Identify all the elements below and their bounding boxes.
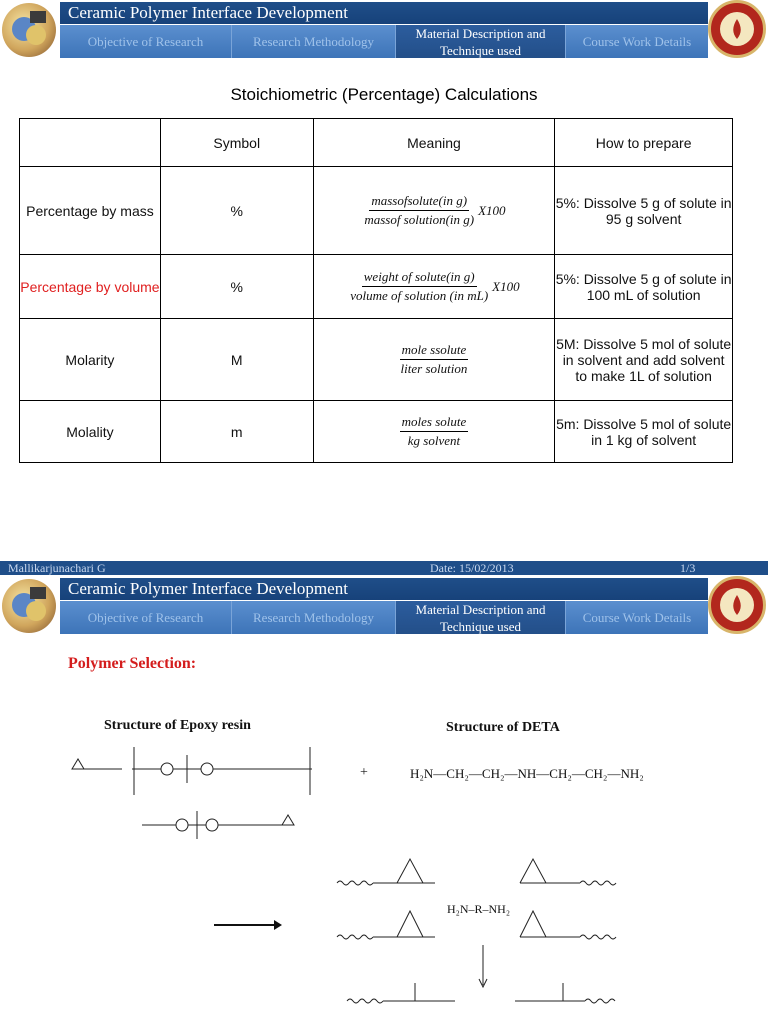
row-prepare: 5%: Dissolve 5 g of solute in 95 g solvent: [555, 167, 733, 255]
table-row: [20, 319, 733, 401]
column-header: [20, 119, 161, 167]
nav-tabs: [60, 601, 708, 634]
row-formula: [313, 167, 555, 255]
institute-seal-icon: [708, 0, 766, 58]
row-symbol: %: [160, 167, 313, 255]
row-prepare: 5M: Dissolve 5 mol of solute in solvent and add solvent to make 1L of solution: [555, 319, 733, 401]
institute-seal-icon: [708, 576, 766, 634]
project-logo-icon: [2, 3, 56, 57]
deta-formula: H₂N—CH₂—CH₂—NH—CH₂—CH₂—NH₂: [410, 766, 644, 781]
tab-material[interactable]: Material Description and Technique used: [396, 601, 566, 634]
footer-date: Date: 15/02/2013: [430, 561, 514, 575]
formula-denominator: liter solution: [400, 361, 468, 376]
tab-methodology[interactable]: Research Methodology: [232, 25, 396, 58]
formula-denominator: kg solvent: [407, 433, 461, 448]
amine-center: H₂N–R–NH₂: [447, 902, 511, 916]
row-symbol: M: [160, 319, 313, 401]
deta-heading: Structure of DETA: [446, 720, 560, 735]
row-prepare: 5%: Dissolve 5 g of solute in 100 mL of solution: [555, 255, 733, 319]
project-logo-icon: [2, 579, 56, 633]
tab-material[interactable]: Material Description and Technique used: [396, 25, 566, 58]
epoxy-heading: Structure of Epoxy resin: [104, 718, 251, 733]
stoichiometry-table: [19, 118, 733, 463]
slide-footer: [0, 561, 768, 575]
column-header: How to prepare: [555, 119, 733, 167]
tab-objective[interactable]: Objective of Research: [60, 25, 232, 58]
nav-tabs: [60, 25, 708, 58]
row-prepare: 5m: Dissolve 5 mol of solute in 1 kg of solvent: [555, 401, 733, 463]
reaction-arrow-icon: [212, 918, 284, 932]
formula-numerator: weight of solute(in g): [362, 269, 477, 287]
tab-coursework[interactable]: Course Work Details: [582, 34, 692, 49]
formula-numerator: massofsolute(in g): [369, 193, 469, 211]
footer-page-number: 1/3: [680, 561, 696, 575]
tab-objective[interactable]: Objective of Research: [60, 601, 232, 634]
slide2-header: [0, 576, 768, 634]
formula-numerator: moles solute: [400, 414, 469, 432]
row-formula: [313, 319, 555, 401]
table-row: [20, 167, 733, 255]
table-row: [20, 255, 733, 319]
column-header: Meaning: [313, 119, 555, 167]
presentation-title: Ceramic Polymer Interface Development: [60, 578, 708, 600]
row-symbol: %: [160, 255, 313, 319]
slide1-header: [0, 0, 768, 58]
formula-denominator: massof solution(in g): [364, 212, 475, 227]
row-label: Molality: [20, 401, 161, 463]
formula-multiplier: X100: [492, 278, 520, 294]
row-formula: [313, 255, 555, 319]
tab-coursework[interactable]: Course Work Details: [582, 610, 692, 625]
row-label: Molarity: [20, 319, 161, 401]
row-label: Percentage by mass: [20, 167, 161, 255]
table-header-row: [20, 119, 733, 167]
presentation-title: Ceramic Polymer Interface Development: [60, 2, 708, 24]
row-label: Percentage by volume: [20, 255, 161, 319]
reaction-scheme-diagram: [335, 845, 635, 1024]
column-header: Symbol: [160, 119, 313, 167]
formula-denominator: volume of solution (in mL): [350, 288, 489, 303]
table-row: [20, 401, 733, 463]
footer-author: Mallikarjunachari G: [8, 561, 106, 575]
slide-title: Stoichiometric (Percentage) Calculations: [230, 85, 538, 104]
formula-numerator: mole ssolute: [400, 342, 469, 360]
section-title: Polymer Selection:: [68, 655, 197, 672]
row-symbol: m: [160, 401, 313, 463]
plus-sign: +: [360, 765, 368, 780]
formula-multiplier: X100: [478, 202, 506, 218]
tab-methodology[interactable]: Research Methodology: [232, 601, 396, 634]
epoxy-structure-diagram: [62, 745, 322, 855]
row-formula: [313, 401, 555, 463]
